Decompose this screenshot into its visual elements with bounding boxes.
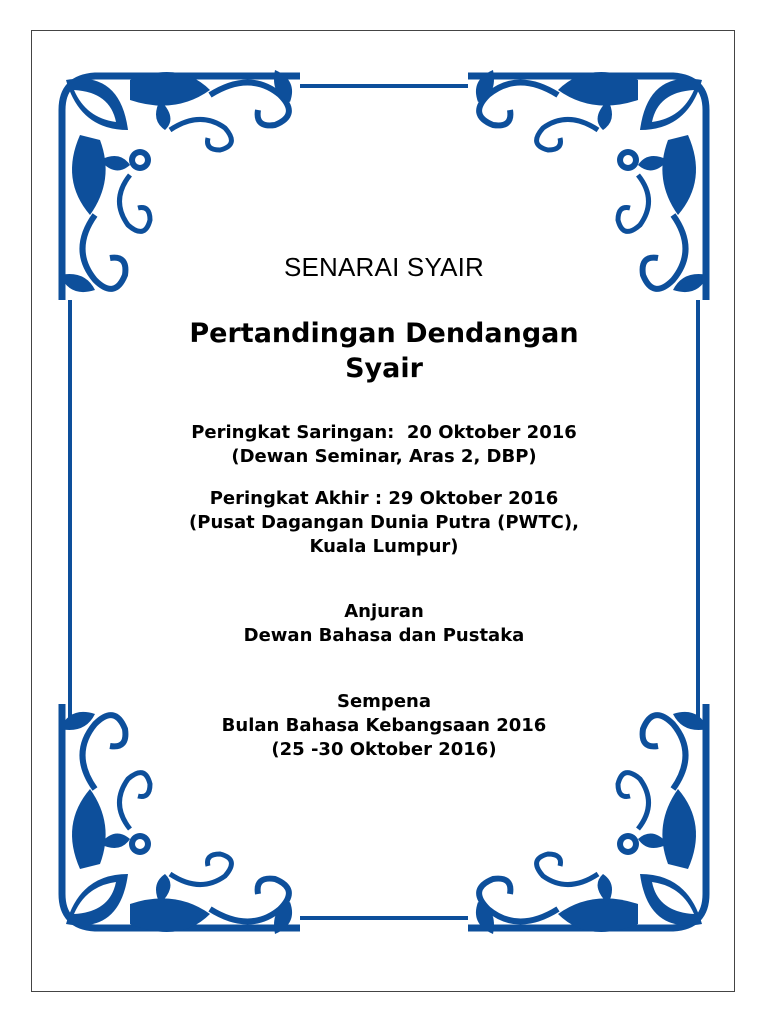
final-date: Peringkat Akhir : 29 Oktober 2016 bbox=[209, 488, 559, 509]
occasion-name: Bulan Bahasa Kebangsaan 2016 bbox=[221, 715, 547, 736]
final-venue: (Pusat Dagangan Dunia Putra (PWTC), bbox=[189, 512, 579, 533]
competition-title-line-1: Pertandingan Dendangan bbox=[189, 318, 579, 349]
preliminary-round bbox=[130, 421, 638, 469]
final-city: Kuala Lumpur) bbox=[309, 536, 459, 557]
occasion-label: Sempena bbox=[337, 691, 431, 712]
competition-title-line-2: Syair bbox=[345, 353, 423, 384]
occasion bbox=[130, 690, 638, 762]
organizer bbox=[130, 600, 638, 648]
page-title: SENARAI SYAIR bbox=[283, 252, 485, 282]
final-round bbox=[130, 487, 638, 559]
occasion-dates: (25 -30 Oktober 2016) bbox=[271, 739, 497, 760]
preliminary-date: Peringkat Saringan: 20 Oktober 2016 bbox=[191, 422, 577, 443]
preliminary-venue: (Dewan Seminar, Aras 2, DBP) bbox=[231, 446, 537, 467]
competition-title bbox=[130, 316, 638, 386]
organizer-label: Anjuran bbox=[344, 601, 424, 622]
organizer-name: Dewan Bahasa dan Pustaka bbox=[243, 625, 525, 646]
